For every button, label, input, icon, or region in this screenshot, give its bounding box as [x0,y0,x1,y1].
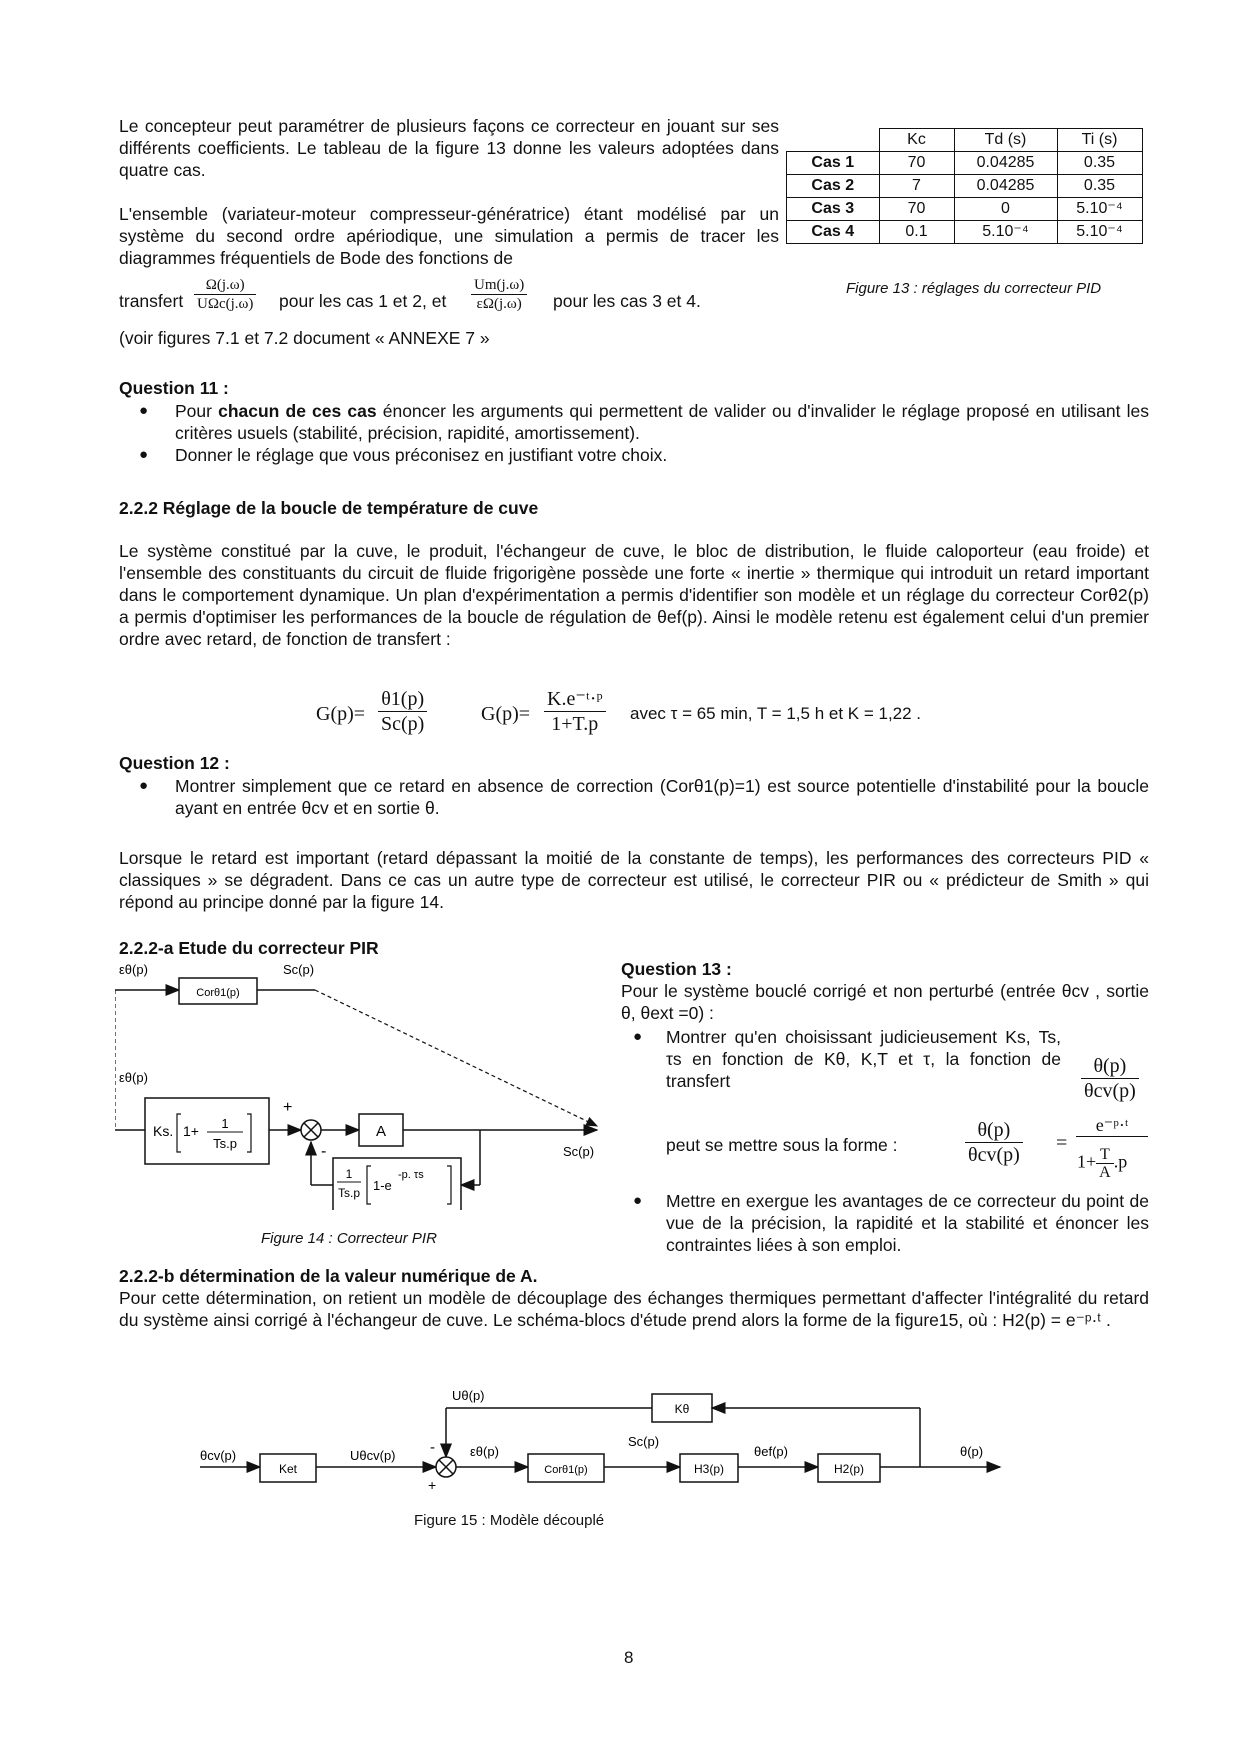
list-item: ● Donner le réglage que vous préconisez en justifiant votre choix. [139,445,668,465]
fig15-cortheta1-label: Corθ1(p) [544,1464,588,1476]
question-13-rhs-den: 1+ $\frac{T}{A}$ .p [1077,1146,1128,1181]
fig15-theta-out-label: θ(p) [960,1444,984,1459]
section-2-2-2-b-title: 2.2.2-b détermination de la valeur numérique de A. [119,1266,538,1286]
fig15-eps-label: εθ(p) [470,1444,499,1459]
fig14-ks-prefix: Ks. [153,1123,174,1139]
fig14-minus-sign: - [321,1143,327,1160]
fig14-output-top-label: Sc(p) [283,962,315,977]
fig14-ks-frac-den: Ts.p [213,1136,237,1151]
figure-14-caption: Figure 14 : Correcteur PIR [261,1230,437,1247]
header-ti: Ti (s) [1057,129,1142,152]
section-2-2-2-b-paragraph: Pour cette détermination, on retient un modèle de découplage des échanges thermiques permettant d'affecter l'intégralité du retard du système ainsi corrigé à l'échangeur de cuve. Le schéma-blocs d'étude prend alors la forme de la figure15, où : H2(p) = e⁻ᵖ·ᵗ . [119,1288,1149,1330]
fig14-output-low-label: Sc(p) [563,1144,595,1159]
annex-reference: (voir figures 7.1 et 7.2 document « ANNEXE 7 » [119,328,490,348]
fig15-h3-label: H3(p) [693,1462,725,1476]
question-12-title: Question 12 : [119,753,230,773]
question-13-rhs-num: e⁻ᵖ·ᵗ [1076,1114,1148,1137]
equation-1-fraction: $\frac{\theta 1(p)}{Sc(p)}$ [378,687,427,736]
question-13-tf-fraction: θ(p) θcv(p) [1081,1054,1139,1103]
section-2-2-2-title: 2.2.2 Réglage de la boucle de température de cuve [119,498,539,518]
question-11-title: Question 11 : [119,378,229,398]
fig15-ket-label: Ket [278,1462,298,1476]
fig15-theta-ef-label: θef(p) [754,1444,788,1459]
equation-2-fraction: $\frac{\text{K.e⁻ᵗ·ᵖ}}{1+T.p}$ [544,687,606,736]
figure-15-caption: Figure 15 : Modèle découplé [414,1512,605,1529]
figure-15-decoupled-model [200,1388,1020,1498]
fig15-theta-cv-label: θcv(p) [200,1448,237,1463]
smith-predictor-paragraph: Lorsque le retard est important (retard dépassant la moitié de la constante de temps), les performances des correcteurs PID « classiques » se dégradent. Dans ce cas un autre type de correcteur est utilisé, le correcteur PIR ou « prédicteur de Smith » qui répond au principe donné par la figure 14. [119,848,1149,912]
fig14-plus-sign: + [283,1099,293,1116]
table-row: Cas 2 7 0.04285 0.35 [787,175,1143,198]
list-item: ● Pour chacun de ces cas énoncer les arguments qui permettent de valider ou d'invalider le réglage proposé en utilisant les critères usuels (stabilité, précision, rapidité, amortissement). [139,401,1149,443]
transfer-functions-line: transfert Ω(j.ω) UΩc(j.ω) pour les cas 1 et 2, et $\frac{Um(j.\omega)}{\varepsilon\Omega(j.\omega)}$ pour les cas 3 et 4. [119,277,701,312]
fig15-u-thetacv-label: Uθcv(p) [350,1448,396,1463]
fig14-cortheta1-label: Corθ1(p) [196,987,240,999]
page-number: 8 [624,1648,634,1667]
header-td: Td (s) [954,129,1057,152]
question-11-list [119,400,1149,466]
fig14-ks-frac-num: 1 [221,1116,229,1131]
fig14-fb-exp: -p. τs [398,1169,424,1181]
header-kc: Kc [879,129,954,152]
list-item: ● Montrer simplement que ce retard en absence de correction (Corθ1(p)=1) est source potentielle d'instabilité pour la boucle ayant en entrée θcv et en sortie θ. [139,776,1149,818]
transfer-equations: G(p)= $\frac{\theta 1(p)}{Sc(p)}$ G(p)= $\frac{\text{K.e⁻ᵗ·ᵖ}}{1+T.p}$ avec τ = 65 min, T = 1,5 h et K = 1,22 . [316,688,922,735]
fig14-fb-den: Ts.p [337,1186,361,1200]
section-2-2-2-a-title: 2.2.2-a Etude du correcteur PIR [119,938,379,958]
question-13-title: Question 13 : [621,959,732,979]
table-row: Cas 4 0.1 5.10⁻⁴ 5.10⁻⁴ [787,221,1143,244]
figure-14-pir-diagram [115,960,615,1210]
transfer-fraction-2: $\frac{Um(j.\omega)}{\varepsilon\Omega(j.\omega)}$ [471,276,527,313]
question-13-lhs-fraction: θ(p) θcv(p) [965,1118,1023,1167]
pid-settings-table [786,128,1143,244]
fig14-fb-body: 1-e [373,1178,392,1193]
fig15-h2-label: H2(p) [833,1462,865,1476]
figure-13-caption: Figure 13 : réglages du correcteur PID [846,280,1102,297]
transfer-fraction-1: Ω(j.ω) UΩc(j.ω) [194,276,256,313]
section-2-2-2-paragraph: Le système constitué par la cuve, le produit, l'échangeur de cuve, le bloc de distribution, le fluide caloporteur (eau froide) et l'ensemble des constituants du circuit de fluide frigorigène possède une forte « inertie » thermique qui introduit un retard important dans le comportement dynamique. Un plan d'expérimentation a permis d'identifier son modèle et un réglage du correcteur Corθ2(p) a permis d'optimiser les performances de la boucle de régulation de θef(p). Ainsi le modèle retenu est également celui d'un premier ordre avec retard, de fonction de transfert : [119,541,1149,649]
fig15-minus-sign: - [430,1439,435,1456]
fig15-sc-label: Sc(p) [628,1434,660,1449]
intro-paragraph-1: Le concepteur peut paramétrer de plusieurs façons ce correcteur en jouant sur ses différents coefficients. Le tableau de la figure 13 donne les valeurs adoptées dans quatre cas. [119,116,779,180]
fig15-u-theta-label: Uθ(p) [452,1388,485,1403]
question-13-intro: Pour le système bouclé corrigé et non perturbé (entrée θcv , sortie θ, θext =0) : [621,981,1149,1023]
fig15-ktheta-label: Kθ [674,1402,690,1416]
intro-paragraph-2: L'ensemble (variateur-moteur compresseur-génératrice) étant modélisé par un système du second ordre apériodique, une simulation a permis de tracer les diagrammes fréquentiels de Bode des fonctions de [119,204,779,268]
table-row: Cas 3 70 0 5.10⁻⁴ [787,198,1143,221]
question-13-bullet-2: ● Mettre en exergue les avantages de ce correcteur du point de vue de la précision, la rapidité et la stabilité et énoncer les contraintes liées à son emploi. [633,1191,1149,1255]
fig14-fb-num: 1 [345,1167,353,1181]
fig15-plus-sign: + [428,1477,437,1493]
fig14-a-label: A [375,1123,387,1140]
question-13-bullet-1: ● Montrer qu'en choisissant judicieusement Ks, Ts, τs en fonction de Kθ, K,T et τ, la fonction de transfert θ(p) θcv(p) peut se mettre sous la forme : θ(p) θcv(p) = e⁻ᵖ·ᵗ 1+ $\frac{T}{A}$ .p [621,1026,1149,1176]
fig14-feedback-block [333,1158,461,1210]
question-12-list [119,775,1149,819]
table-row: Cas 1 70 0.04285 0.35 [787,152,1143,175]
fig14-ks-one: 1+ [183,1123,199,1139]
fig14-input-top-label: εθ(p) [119,962,148,977]
fig14-input-low-label: εθ(p) [119,1070,148,1085]
